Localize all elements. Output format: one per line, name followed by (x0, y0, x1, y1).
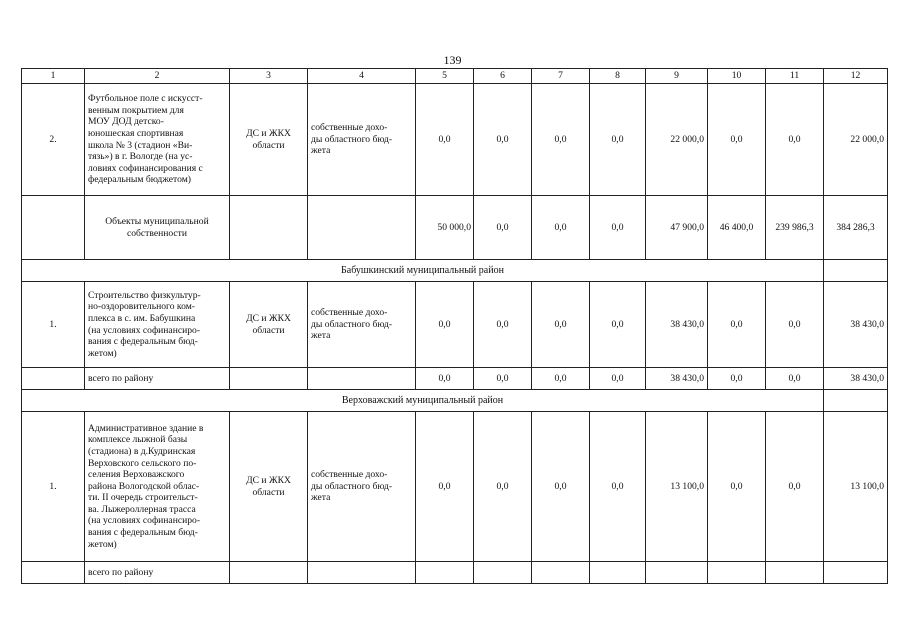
object-name: Объекты муниципальной собственности (85, 196, 230, 260)
column-number: 5 (416, 69, 474, 84)
page-number: 139 (443, 53, 462, 67)
value-cell: 0,0 (766, 84, 824, 196)
value-cell (474, 562, 532, 584)
value-cell: 0,0 (590, 368, 646, 390)
column-number: 12 (824, 69, 888, 84)
row-number (22, 368, 85, 390)
object-name: Административное здание в комплексе лыжной базы (стадиона) в д.Кудринская Верховского сельского по- селения Верховажского района Вологодской облас- ти. II очередь строительст- ва. Лыжероллерная трасса (на условиях софинансиро- вания с федеральным бюд- жетом) (85, 412, 230, 562)
value-cell: 0,0 (532, 368, 590, 390)
column-number: 6 (474, 69, 532, 84)
value-cell: 38 430,0 (646, 282, 708, 368)
value-cell (708, 562, 766, 584)
value-cell: 0,0 (708, 84, 766, 196)
row-number (22, 562, 85, 584)
value-cell (766, 562, 824, 584)
client-cell (230, 196, 308, 260)
column-number: 9 (646, 69, 708, 84)
funding-source: собственные дохо- ды областного бюд- жета (308, 412, 416, 562)
value-cell: 0,0 (590, 282, 646, 368)
value-cell: 0,0 (474, 412, 532, 562)
value-cell (590, 562, 646, 584)
value-cell (416, 562, 474, 584)
value-cell: 0,0 (590, 196, 646, 260)
value-cell: 0,0 (416, 84, 474, 196)
value-cell: 38 430,0 (824, 368, 888, 390)
table-row (22, 282, 888, 368)
value-cell: 0,0 (474, 282, 532, 368)
value-cell: 0,0 (474, 84, 532, 196)
column-number-row (22, 69, 888, 84)
client-cell: ДС и ЖКХ области (230, 412, 308, 562)
table-row (22, 562, 888, 584)
funding-source (308, 562, 416, 584)
value-cell: 0,0 (532, 282, 590, 368)
row-number: 1. (22, 282, 85, 368)
value-cell: 38 430,0 (824, 282, 888, 368)
client-cell (230, 368, 308, 390)
object-name: всего по району (85, 368, 230, 390)
value-cell: 0,0 (766, 282, 824, 368)
value-cell: 0,0 (474, 368, 532, 390)
value-cell (532, 562, 590, 584)
object-name: Футбольное поле с искусст- венным покрытием для МОУ ДОД детско- юношеская спортивная школа № 3 (стадион «Ви- тязь») в г. Вологде (на ус- ловиях софинансирования с федеральным бюджетом) (85, 84, 230, 196)
funding-source: собственные дохо- ды областного бюд- жета (308, 84, 416, 196)
funding-source (308, 196, 416, 260)
column-number: 3 (230, 69, 308, 84)
funding-source (308, 368, 416, 390)
row-number: 2. (22, 84, 85, 196)
value-cell: 0,0 (766, 368, 824, 390)
value-cell (824, 260, 888, 282)
column-number: 2 (85, 69, 230, 84)
value-cell: 0,0 (766, 412, 824, 562)
column-number: 11 (766, 69, 824, 84)
value-cell (824, 390, 888, 412)
value-cell (824, 562, 888, 584)
value-cell: 0,0 (708, 412, 766, 562)
value-cell: 0,0 (590, 412, 646, 562)
section-title: Верховажский муниципальный район (22, 390, 824, 412)
value-cell: 0,0 (590, 84, 646, 196)
value-cell: 13 100,0 (646, 412, 708, 562)
value-cell: 0,0 (708, 368, 766, 390)
value-cell: 38 430,0 (646, 368, 708, 390)
value-cell: 0,0 (708, 282, 766, 368)
column-number: 8 (590, 69, 646, 84)
value-cell: 22 000,0 (824, 84, 888, 196)
row-number: 1. (22, 412, 85, 562)
row-number (22, 196, 85, 260)
section-title: Бабушкинский муниципальный район (22, 260, 824, 282)
client-cell (230, 562, 308, 584)
column-number: 1 (22, 69, 85, 84)
value-cell: 0,0 (532, 84, 590, 196)
value-cell (646, 562, 708, 584)
value-cell: 47 900,0 (646, 196, 708, 260)
column-number: 7 (532, 69, 590, 84)
value-cell: 13 100,0 (824, 412, 888, 562)
object-name: Строительство физкультур- но-оздоровительного ком- плекса в с. им. Бабушкина (на условиях софинансиро- вания с федеральным бюд- жетом) (85, 282, 230, 368)
table-row (22, 196, 888, 260)
value-cell: 0,0 (474, 196, 532, 260)
client-cell: ДС и ЖКХ области (230, 84, 308, 196)
column-number: 4 (308, 69, 416, 84)
value-cell: 239 986,3 (766, 196, 824, 260)
table-row (22, 368, 888, 390)
value-cell: 0,0 (416, 282, 474, 368)
value-cell: 50 000,0 (416, 196, 474, 260)
section-header-row (22, 260, 888, 282)
table-row (22, 84, 888, 196)
value-cell: 46 400,0 (708, 196, 766, 260)
client-cell: ДС и ЖКХ области (230, 282, 308, 368)
table-row (22, 412, 888, 562)
value-cell: 0,0 (416, 412, 474, 562)
funding-source: собственные дохо- ды областного бюд- жета (308, 282, 416, 368)
value-cell: 0,0 (416, 368, 474, 390)
value-cell: 384 286,3 (824, 196, 888, 260)
column-number: 10 (708, 69, 766, 84)
budget-table (21, 68, 888, 584)
section-header-row (22, 390, 888, 412)
object-name: всего по району (85, 562, 230, 584)
value-cell: 22 000,0 (646, 84, 708, 196)
value-cell: 0,0 (532, 196, 590, 260)
value-cell: 0,0 (532, 412, 590, 562)
